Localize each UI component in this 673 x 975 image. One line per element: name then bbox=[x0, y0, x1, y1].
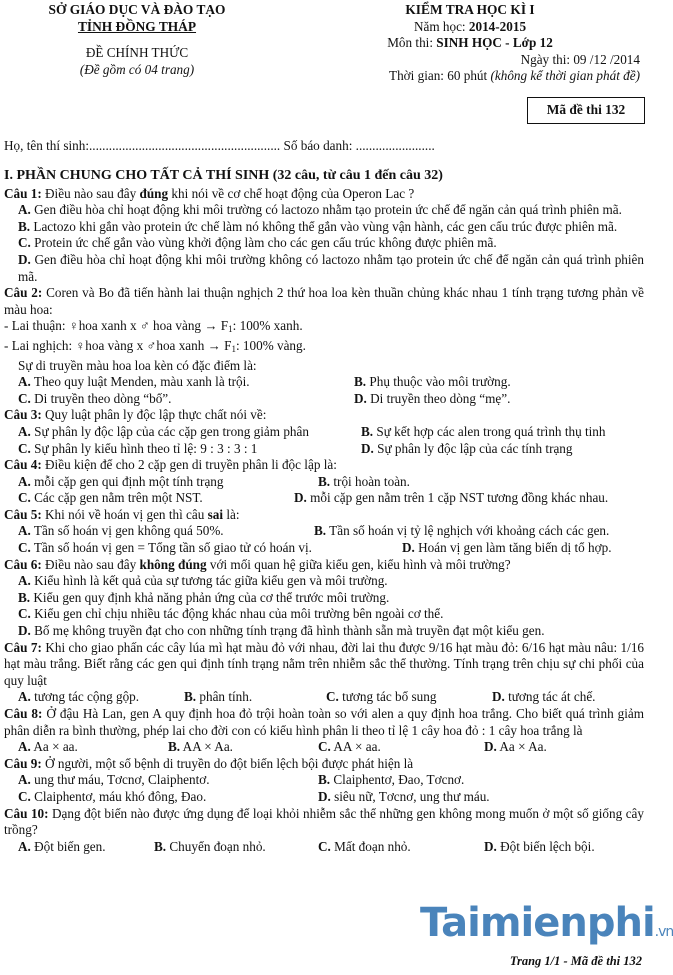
option-text: Gen điều hòa chỉ hoạt động khi môi trường có lactozo nhằm tạo protein ức chế để ngăn cản quá trình phiên mã. bbox=[34, 202, 622, 218]
logo-suffix: .vn bbox=[654, 924, 673, 940]
q4-options-row-2 bbox=[4, 490, 644, 507]
question-text: Coren và Bo đã tiến hành lai thuận nghịch 2 thứ hoa loa kèn thuần chủng khác nhau 1 tính trạng tương phản về màu hoa: bbox=[4, 285, 644, 317]
subscript: 1 bbox=[228, 324, 233, 335]
question-text: Ở người, một số bệnh di truyền do đột biến lệch bội được phát hiện là bbox=[41, 755, 414, 771]
option-letter: A. bbox=[18, 202, 31, 218]
question-9 bbox=[4, 756, 644, 773]
option-text: siêu nữ, Tơcnơ, ung thư máu. bbox=[334, 788, 490, 804]
q1-option-c bbox=[4, 235, 644, 252]
option-text: Sự phân ly kiểu hình theo tỉ lệ: 9 : 3 : 3 : 1 bbox=[34, 440, 258, 456]
question-2 bbox=[4, 285, 644, 318]
question-8 bbox=[4, 706, 644, 739]
option-letter: B. bbox=[318, 772, 331, 788]
q7-options bbox=[4, 689, 644, 706]
question-text: Điều nào sau đây bbox=[41, 556, 140, 572]
q4-options-row-1 bbox=[4, 474, 644, 491]
page-count-note: (Đề gồm có 04 trang) bbox=[79, 61, 195, 77]
question-label: Câu 10: bbox=[4, 805, 49, 821]
q9-option-c bbox=[18, 789, 318, 806]
exam-body bbox=[4, 168, 644, 855]
option-text: AA × aa. bbox=[333, 739, 381, 755]
option-text: Di truyền theo dòng “mẹ”. bbox=[370, 390, 511, 406]
section-title: I. PHẦN CHUNG CHO TẤT CẢ THÍ SINH (32 câu, từ câu 1 đến câu 32) bbox=[4, 168, 443, 183]
q5-option-d bbox=[402, 540, 612, 557]
question-text: Khi nói về hoán vị gen thì câu bbox=[41, 506, 208, 522]
option-letter: A. bbox=[18, 689, 31, 705]
option-text: Đột biến gen. bbox=[34, 838, 106, 854]
q2-option-a bbox=[18, 374, 354, 391]
q6-option-d bbox=[4, 623, 644, 640]
q4-option-d bbox=[294, 490, 608, 507]
student-info-line: Họ, tên thí sinh:.......................................................... Số báo danh: ........................ bbox=[4, 138, 435, 153]
q1-option-a bbox=[4, 202, 644, 219]
option-text: Aa × aa. bbox=[33, 739, 78, 755]
q9-option-a bbox=[18, 772, 318, 789]
option-text: phân tính. bbox=[199, 689, 253, 705]
q5-options-row-1 bbox=[4, 523, 644, 540]
duration-label: Thời gian: 60 phút bbox=[389, 68, 488, 84]
option-letter: D. bbox=[18, 251, 31, 267]
exam-duration bbox=[300, 68, 640, 85]
q2-option-b bbox=[354, 374, 511, 391]
option-text: Kiểu hình là kết quả của sự tương tác giữa kiểu gen và môi trường. bbox=[34, 573, 388, 589]
option-letter: D. bbox=[492, 689, 505, 705]
option-text: Bố mẹ không truyền đạt cho con những tính trạng đã hình thành sẵn mà truyền đạt một kiểu gen. bbox=[34, 623, 545, 639]
q10-option-c bbox=[318, 839, 484, 856]
option-letter: A. bbox=[18, 473, 31, 489]
option-letter: B. bbox=[318, 473, 331, 489]
question-label: Câu 6: bbox=[4, 556, 42, 572]
option-text: Kiểu gen quy định khả năng phản ứng của cơ thể trước môi trường. bbox=[33, 589, 390, 605]
option-letter: A. bbox=[18, 772, 31, 788]
option-text: Di truyền theo dòng “bố”. bbox=[34, 390, 172, 406]
option-letter: B. bbox=[354, 374, 367, 390]
option-letter: D. bbox=[361, 440, 374, 456]
option-text: tương tác át chế. bbox=[508, 689, 596, 705]
option-letter: B. bbox=[314, 523, 327, 539]
question-text: khi nói về cơ chế hoạt động của Operon Lac ? bbox=[168, 185, 415, 201]
q6-option-a bbox=[4, 573, 644, 590]
option-text: mỗi cặp gen qui định một tính trạng bbox=[34, 473, 224, 489]
option-letter: A. bbox=[18, 739, 31, 755]
option-text: trội hoàn toàn. bbox=[333, 473, 410, 489]
option-text: Phụ thuộc vào môi trường. bbox=[369, 374, 511, 390]
cross-text: - Lai nghịch: ♀hoa vàng x ♂hoa xanh → F bbox=[4, 337, 232, 353]
q5-option-a bbox=[18, 523, 314, 540]
option-text: Hoán vị gen làm tăng biến dị tổ hợp. bbox=[418, 540, 612, 556]
cross-text: : 100% xanh. bbox=[232, 318, 303, 334]
header-left bbox=[12, 2, 262, 78]
q1-option-d bbox=[4, 252, 644, 285]
question-5 bbox=[4, 507, 644, 524]
q3-options-row-1 bbox=[4, 424, 644, 441]
question-label: Câu 3: bbox=[4, 407, 42, 423]
q10-option-d bbox=[484, 839, 595, 856]
q2-option-d bbox=[354, 391, 510, 408]
q2-options-row-1 bbox=[4, 374, 644, 391]
option-text: Tần số hoán vị gen = Tổng tần số giao tử có hoán vị. bbox=[33, 540, 312, 556]
official-label: ĐỀ CHÍNH THỨC bbox=[85, 45, 189, 61]
option-text: Đột biến lệch bội. bbox=[500, 838, 595, 854]
logo-text: Taimienphi bbox=[420, 900, 655, 946]
question-text: Quy luật phân ly độc lập thực chất nói về: bbox=[41, 407, 267, 423]
option-letter: D. bbox=[18, 623, 31, 639]
q3-option-b bbox=[361, 424, 606, 441]
q3-options-row-2 bbox=[4, 441, 644, 458]
q2-options-row-2 bbox=[4, 391, 644, 408]
q2-option-c bbox=[18, 391, 354, 408]
option-letter: C. bbox=[18, 788, 31, 804]
q9-option-b bbox=[318, 772, 464, 789]
subscript: 1 bbox=[231, 343, 236, 354]
q3-option-d bbox=[361, 441, 573, 458]
q7-option-b bbox=[184, 689, 326, 706]
q8-option-c bbox=[318, 739, 484, 756]
option-letter: C. bbox=[18, 440, 31, 456]
q8-option-d bbox=[484, 739, 547, 756]
q9-option-d bbox=[318, 789, 490, 806]
option-letter: C. bbox=[318, 739, 331, 755]
option-letter: D. bbox=[318, 788, 331, 804]
taimienphi-logo bbox=[420, 900, 673, 946]
exam-title: KIỂM TRA HỌC KÌ I bbox=[405, 2, 535, 17]
exam-code-box: Mã đề thi 132 bbox=[527, 97, 645, 124]
option-letter: B. bbox=[184, 689, 197, 705]
question-text: Dạng đột biến nào được ứng dụng để loại khỏi nhiễm sắc thể những gen không mong muốn ở một số giống cây trồng? bbox=[4, 805, 645, 838]
option-letter: A. bbox=[18, 523, 31, 539]
option-letter: B. bbox=[18, 589, 31, 605]
q6-option-c bbox=[4, 606, 644, 623]
exam-date: Ngày thi: 09 /12 /2014 bbox=[520, 51, 640, 67]
question-emphasis: đúng bbox=[139, 185, 169, 201]
school-year bbox=[300, 19, 640, 36]
question-7 bbox=[4, 640, 644, 690]
page-footer: Trang 1/1 - Mã đề thi 132 bbox=[509, 954, 642, 968]
question-text: Khi cho giao phấn các cây lúa mì hạt màu đỏ với nhau, đời lai thu được 9/16 hạt màu đỏ: 6/16 hạt màu nâu: 1/16 hạt màu trắng. Biết rằng các gen qui định tính trạng nằm trên nhiễm sắc thể thường. Tính trạng trên chịu sự chi phối của quy luật bbox=[4, 639, 645, 688]
question-label: Câu 4: bbox=[4, 457, 42, 473]
option-text: Lactozo khi gắn vào protein ức chế làm nó không thể gắn vào vùng vận hành, các gen cấu trúc được phiên mã. bbox=[33, 218, 618, 234]
q8-option-b bbox=[168, 739, 318, 756]
option-text: Gen điều hòa chỉ hoạt động khi môi trường không có lactozo nhằm tạo protein ức chế để ngăn cản quá trình phiên mã. bbox=[18, 251, 644, 284]
q9-options-row-2 bbox=[4, 789, 644, 806]
q2-cross-forward bbox=[4, 318, 644, 338]
option-letter: A. bbox=[18, 838, 31, 854]
q10-option-b bbox=[154, 839, 318, 856]
option-letter: B. bbox=[154, 838, 167, 854]
subject-line bbox=[300, 35, 640, 52]
option-text: Sự kết hợp các alen trong quá trình thụ tinh bbox=[376, 423, 606, 439]
q5-option-b bbox=[314, 523, 609, 540]
q10-option-a bbox=[18, 839, 154, 856]
option-letter: A. bbox=[18, 423, 31, 439]
option-letter: C. bbox=[18, 606, 31, 622]
question-1 bbox=[4, 186, 644, 203]
school-year-value: 2014-2015 bbox=[468, 18, 527, 34]
option-letter: C. bbox=[326, 689, 339, 705]
option-letter: B. bbox=[168, 739, 181, 755]
q4-option-a bbox=[18, 474, 318, 491]
option-text: AA × Aa. bbox=[182, 739, 233, 755]
exam-header bbox=[4, 2, 644, 134]
question-label: Câu 9: bbox=[4, 755, 42, 771]
option-text: Kiểu gen chỉ chịu nhiều tác động khác nhau của môi trường bên ngoài cơ thể. bbox=[34, 606, 444, 622]
duration-note: (không kể thời gian phát đề) bbox=[490, 68, 640, 84]
option-letter: B. bbox=[18, 218, 31, 234]
q5-option-c bbox=[18, 540, 402, 557]
option-text: Mất đoạn nhỏ. bbox=[334, 838, 411, 854]
option-letter: C. bbox=[18, 540, 31, 556]
question-3 bbox=[4, 407, 644, 424]
option-letter: C. bbox=[318, 838, 331, 854]
cross-text: - Lai thuận: ♀hoa xanh x ♂ hoa vàng → F bbox=[4, 318, 229, 334]
question-emphasis: không đúng bbox=[139, 556, 207, 572]
option-letter: C. bbox=[18, 390, 31, 406]
q2-lead: Sự di truyền màu hoa loa kèn có đặc điểm là: bbox=[18, 357, 257, 373]
q9-options-row-1 bbox=[4, 772, 644, 789]
q4-option-c bbox=[18, 490, 294, 507]
q6-option-b bbox=[4, 590, 644, 607]
question-text: với mối quan hệ giữa kiểu gen, kiểu hình và môi trường? bbox=[206, 556, 511, 572]
subject-label: Môn thi: bbox=[387, 35, 433, 51]
cross-text: : 100% vàng. bbox=[235, 337, 306, 353]
option-text: Sự phân ly độc lập của các tính trạng bbox=[377, 440, 573, 456]
q3-option-a bbox=[18, 424, 361, 441]
option-letter: D. bbox=[484, 838, 497, 854]
question-text: Ở đậu Hà Lan, gen A quy định hoa đỏ trội hoàn toàn so với alen a quy định hoa trắng. Cho biết quá trình giảm phân diễn ra bình thường, phép lai cho đời con có kiểu hình phân li theo tỉ lệ 1 cây hoa đỏ : 1 cây hoa trắng là bbox=[4, 706, 644, 738]
option-letter: A. bbox=[18, 374, 31, 390]
option-letter: C. bbox=[18, 490, 31, 506]
option-letter: D. bbox=[484, 739, 497, 755]
question-label: Câu 2: bbox=[4, 285, 43, 301]
q7-option-d bbox=[492, 689, 595, 706]
q1-option-b bbox=[4, 219, 644, 236]
option-text: Các cặp gen nằm trên một NST. bbox=[34, 490, 203, 506]
province-name: TỈNH ĐỒNG THÁP bbox=[77, 18, 197, 34]
option-letter: D. bbox=[294, 490, 307, 506]
question-label: Câu 1: bbox=[4, 185, 42, 201]
q2-cross-reverse bbox=[4, 338, 644, 358]
question-label: Câu 8: bbox=[4, 706, 43, 721]
question-6 bbox=[4, 557, 644, 574]
header-right bbox=[300, 2, 640, 85]
question-emphasis: sai bbox=[207, 506, 224, 522]
option-text: Chuyển đoạn nhỏ. bbox=[169, 838, 266, 854]
option-text: Tần số hoán vị tỷ lệ nghịch với khoảng cách các gen. bbox=[329, 523, 610, 539]
option-text: Claiphentơ, Đao, Tơcnơ. bbox=[333, 772, 465, 788]
option-text: Claiphentơ, máu khó đông, Đao. bbox=[34, 788, 207, 804]
question-text: Điều kiện để cho 2 cặp gen di truyền phân li độc lập là: bbox=[41, 457, 337, 473]
option-text: tương tác bổ sung bbox=[342, 689, 437, 705]
q8-options bbox=[4, 739, 644, 756]
q5-options-row-2 bbox=[4, 540, 644, 557]
option-letter: A. bbox=[18, 573, 31, 589]
question-4 bbox=[4, 457, 644, 474]
question-label: Câu 7: bbox=[4, 639, 42, 655]
option-letter: D. bbox=[402, 540, 415, 556]
option-text: Aa × Aa. bbox=[499, 739, 547, 755]
question-10 bbox=[4, 806, 644, 839]
q7-option-c bbox=[326, 689, 492, 706]
option-text: Protein ức chế gắn vào vùng khởi động làm cho các gen cấu trúc không được phiên mã. bbox=[34, 235, 497, 251]
option-letter: C. bbox=[18, 235, 31, 251]
question-text: là: bbox=[223, 506, 240, 522]
q4-option-b bbox=[318, 474, 410, 491]
question-text: Điều nào sau đây bbox=[41, 185, 140, 201]
q10-options bbox=[4, 839, 644, 856]
question-label: Câu 5: bbox=[4, 506, 42, 522]
option-text: mỗi cặp gen nằm trên 1 cặp NST tương đồng khác nhau. bbox=[310, 490, 609, 506]
q7-option-a bbox=[18, 689, 184, 706]
option-text: ung thư máu, Tơcnơ, Claiphentơ. bbox=[34, 772, 210, 788]
school-year-label: Năm học: bbox=[413, 18, 466, 34]
option-text: Tần số hoán vị gen không quá 50%. bbox=[33, 523, 224, 539]
option-text: tương tác cộng gộp. bbox=[34, 689, 140, 705]
option-letter: D. bbox=[354, 390, 367, 406]
q3-option-c bbox=[18, 441, 361, 458]
option-text: Theo quy luật Menden, màu xanh là trội. bbox=[33, 374, 250, 390]
subject-value: SINH HỌC - Lớp 12 bbox=[436, 35, 553, 51]
option-letter: B. bbox=[361, 423, 374, 439]
q8-option-a bbox=[18, 739, 168, 756]
department-name: SỞ GIÁO DỤC VÀ ĐÀO TẠO bbox=[48, 2, 226, 17]
option-text: Sự phân ly độc lập của các cặp gen trong giảm phân bbox=[34, 423, 309, 439]
